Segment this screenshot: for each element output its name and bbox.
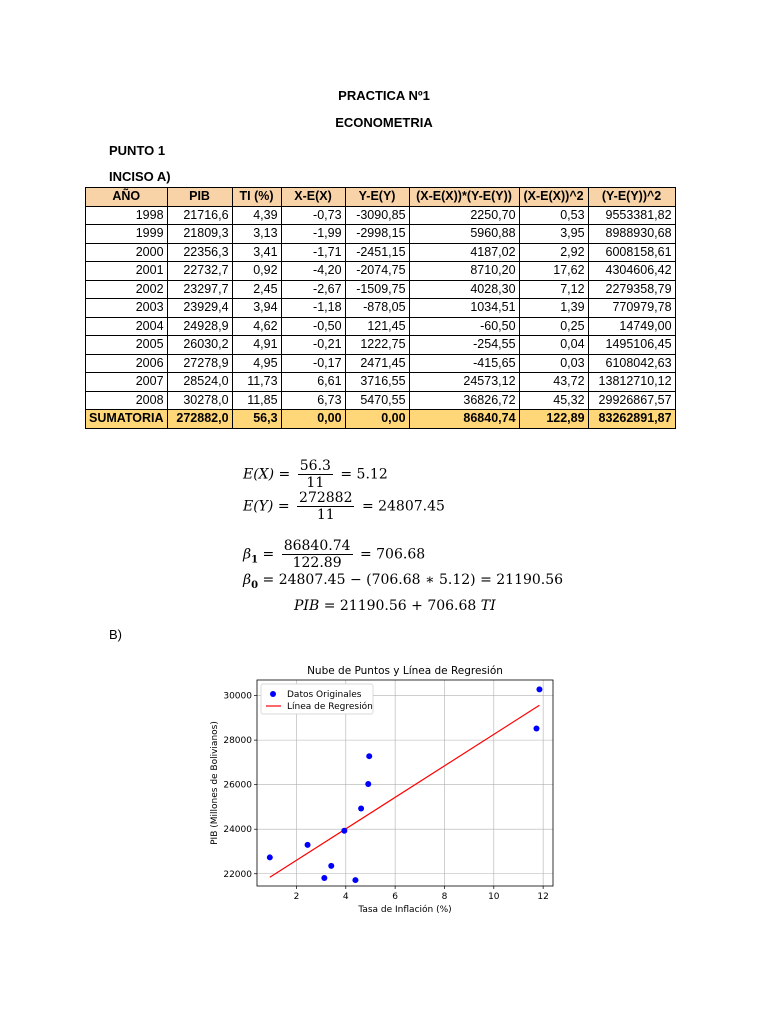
table-cell: 45,32 — [519, 391, 588, 410]
legend-point-swatch — [270, 691, 276, 697]
document-subtitle: ECONOMETRIA — [335, 115, 433, 130]
table-cell: 4,91 — [232, 336, 281, 355]
equation-beta0 — [243, 572, 563, 591]
table-cell: 3,94 — [232, 299, 281, 318]
x-tick-label: 6 — [392, 892, 399, 902]
table-cell: 36826,72 — [409, 391, 519, 410]
table-cell: 9553381,82 — [588, 206, 675, 225]
table-cell: -878,05 — [345, 299, 409, 318]
y-tick-label: 22000 — [223, 869, 252, 880]
beta1-equals: = — [262, 546, 275, 563]
ey-rhs: = 24807.45 — [361, 498, 445, 515]
table-cell: -0,17 — [281, 354, 345, 373]
y-tick-label: 26000 — [223, 780, 252, 791]
table-cell: 43,72 — [519, 373, 588, 392]
table-cell: 1495106,45 — [588, 336, 675, 355]
table-header-row — [86, 188, 676, 207]
table-cell: 8988930,68 — [588, 225, 675, 244]
ex-denominator: 11 — [306, 475, 325, 491]
ex-rhs: = 5.12 — [340, 466, 388, 483]
table-cell: 4028,30 — [409, 280, 519, 299]
table-cell: 0,92 — [232, 262, 281, 281]
table-cell: 2279358,79 — [588, 280, 675, 299]
column-header: Y-E(Y) — [345, 188, 409, 207]
table-cell: 2006 — [86, 354, 168, 373]
table-cell: -60,50 — [409, 317, 519, 336]
table-cell: 6108042,63 — [588, 354, 675, 373]
table-cell: 2000 — [86, 243, 168, 262]
beta1-fraction — [282, 538, 353, 571]
table-row — [86, 262, 676, 281]
table-cell: 13812710,12 — [588, 373, 675, 392]
table-cell: 1998 — [86, 206, 168, 225]
table-cell: 2008 — [86, 391, 168, 410]
table-cell: 4,95 — [232, 354, 281, 373]
beta0-subscript: 0 — [251, 579, 259, 591]
total-cell: 272882,0 — [167, 410, 232, 429]
table-cell: 3,95 — [519, 225, 588, 244]
table-cell: 30278,0 — [167, 391, 232, 410]
total-cell: 86840,74 — [409, 410, 519, 429]
ey-denominator: 11 — [316, 507, 335, 523]
table-cell: 29926867,57 — [588, 391, 675, 410]
table-cell: -0,50 — [281, 317, 345, 336]
part-b-label: B) — [109, 627, 122, 642]
x-tick-label: 4 — [342, 892, 349, 902]
table-cell: 121,45 — [345, 317, 409, 336]
regression-line-layer — [270, 705, 540, 877]
table-cell: 24928,9 — [167, 317, 232, 336]
table-cell: 26030,2 — [167, 336, 232, 355]
beta1-denominator: 122.89 — [292, 555, 342, 571]
legend-label: Datos Originales — [287, 690, 362, 700]
data-point — [533, 725, 539, 731]
x-tick-label: 8 — [441, 892, 448, 902]
table-row — [86, 336, 676, 355]
ex-fraction — [298, 458, 333, 491]
table-row — [86, 225, 676, 244]
table-cell: 4,39 — [232, 206, 281, 225]
beta0-symbol: β — [243, 572, 252, 588]
table-cell: -2451,15 — [345, 243, 409, 262]
table-row — [86, 280, 676, 299]
table-cell: 11,85 — [232, 391, 281, 410]
table-cell: 0,04 — [519, 336, 588, 355]
table-cell: -2074,75 — [345, 262, 409, 281]
table-cell: 21809,3 — [167, 225, 232, 244]
table-cell: 23297,7 — [167, 280, 232, 299]
table-cell: -2998,15 — [345, 225, 409, 244]
table-cell: 21716,6 — [167, 206, 232, 225]
table-cell: -0,73 — [281, 206, 345, 225]
table-cell: 22356,3 — [167, 243, 232, 262]
table-cell: 2471,45 — [345, 354, 409, 373]
table-cell: -254,55 — [409, 336, 519, 355]
table-cell: 0,53 — [519, 206, 588, 225]
column-header: (X-E(X))*(Y-E(Y)) — [409, 188, 519, 207]
table-cell: 4187,02 — [409, 243, 519, 262]
ey-numerator: 272882 — [299, 490, 353, 506]
pib-ti: TI — [480, 598, 496, 614]
table-cell: 22732,7 — [167, 262, 232, 281]
equation-ex — [243, 458, 388, 491]
table-cell: -0,21 — [281, 336, 345, 355]
table-cell: 2002 — [86, 280, 168, 299]
y-tick-label: 28000 — [223, 736, 252, 747]
ex-lhs: E(X) = — [243, 466, 291, 483]
total-cell: 0,00 — [281, 410, 345, 429]
data-point — [341, 828, 347, 834]
beta1-numerator: 86840.74 — [283, 538, 351, 554]
table-cell: -4,20 — [281, 262, 345, 281]
data-point — [305, 842, 311, 848]
table-cell: 1,39 — [519, 299, 588, 318]
subsection-heading: INCISO A) — [109, 169, 171, 184]
table-row — [86, 373, 676, 392]
table-cell: -1509,75 — [345, 280, 409, 299]
x-tick-label: 12 — [537, 892, 549, 902]
table-cell: 11,73 — [232, 373, 281, 392]
data-point — [328, 863, 334, 869]
table-cell: 2004 — [86, 317, 168, 336]
total-label: SUMATORIA — [86, 410, 168, 429]
table-cell: 3,13 — [232, 225, 281, 244]
total-cell: 56,3 — [232, 410, 281, 429]
ex-numerator: 56.3 — [299, 458, 331, 474]
table-cell: 770979,78 — [588, 299, 675, 318]
table-cell: -1,71 — [281, 243, 345, 262]
x-tick-label: 2 — [293, 892, 300, 902]
document-title: PRACTICA Nº1 — [338, 88, 430, 103]
column-header: PIB — [167, 188, 232, 207]
table-cell: 0,25 — [519, 317, 588, 336]
y-tick-label: 24000 — [223, 825, 252, 836]
table-cell: 1034,51 — [409, 299, 519, 318]
table-cell: 2250,70 — [409, 206, 519, 225]
total-cell: 122,89 — [519, 410, 588, 429]
column-header: X-E(X) — [281, 188, 345, 207]
table-cell: 2003 — [86, 299, 168, 318]
data-point — [267, 854, 273, 860]
x-tick-label: 10 — [488, 892, 500, 902]
column-header: AÑO — [86, 188, 168, 207]
column-header: (Y-E(Y))^2 — [588, 188, 675, 207]
table-cell: 23929,4 — [167, 299, 232, 318]
data-point — [536, 686, 542, 692]
table-cell: 14749,00 — [588, 317, 675, 336]
legend-label: Línea de Regresión — [287, 702, 373, 712]
beta1-subscript: 1 — [251, 554, 259, 566]
table-cell: -415,65 — [409, 354, 519, 373]
table-cell: 17,62 — [519, 262, 588, 281]
table-row — [86, 391, 676, 410]
table-cell: -3090,85 — [345, 206, 409, 225]
column-header: TI (%) — [232, 188, 281, 207]
table-cell: 27278,9 — [167, 354, 232, 373]
beta1-symbol: β — [243, 546, 252, 563]
x-axis-label: Tasa de Inflación (%) — [358, 905, 452, 915]
table-row — [86, 243, 676, 262]
pib-lhs: PIB — [294, 598, 320, 614]
table-cell: 4,62 — [232, 317, 281, 336]
equation-pib — [294, 598, 496, 614]
total-row — [86, 410, 676, 429]
table-cell: 2001 — [86, 262, 168, 281]
table-cell: 3716,55 — [345, 373, 409, 392]
axis-ticks — [223, 692, 549, 902]
table-cell: 1222,75 — [345, 336, 409, 355]
data-point — [366, 753, 372, 759]
data-point — [352, 877, 358, 883]
table-cell: 1999 — [86, 225, 168, 244]
data-table — [85, 187, 676, 429]
table-cell: 4304606,42 — [588, 262, 675, 281]
total-cell: 0,00 — [345, 410, 409, 429]
table-cell: 2,45 — [232, 280, 281, 299]
pib-mid: = 21190.56 + 706.68 — [323, 598, 477, 614]
table-cell: -1,99 — [281, 225, 345, 244]
data-point — [358, 806, 364, 812]
table-row — [86, 299, 676, 318]
chart-title: Nube de Puntos y Línea de Regresión — [307, 665, 503, 677]
ey-lhs: E(Y) = — [243, 498, 290, 515]
column-header: (X-E(X))^2 — [519, 188, 588, 207]
regression-chart — [205, 660, 565, 915]
y-tick-label: 30000 — [223, 691, 252, 702]
regression-line — [270, 705, 540, 877]
equation-ey — [243, 490, 445, 523]
table-cell: 2005 — [86, 336, 168, 355]
equation-beta1 — [243, 538, 425, 571]
table-cell: 3,41 — [232, 243, 281, 262]
table-row — [86, 206, 676, 225]
table-cell: 0,03 — [519, 354, 588, 373]
ey-fraction — [297, 490, 354, 523]
section-heading: PUNTO 1 — [109, 143, 166, 158]
table-cell: -1,18 — [281, 299, 345, 318]
table-cell: 2,92 — [519, 243, 588, 262]
table-cell: 8710,20 — [409, 262, 519, 281]
table-row — [86, 354, 676, 373]
total-cell: 83262891,87 — [588, 410, 675, 429]
beta1-rhs: = 706.68 — [359, 546, 426, 563]
table-cell: 6008158,61 — [588, 243, 675, 262]
table-cell: -2,67 — [281, 280, 345, 299]
table-row — [86, 317, 676, 336]
table-cell: 28524,0 — [167, 373, 232, 392]
chart-legend — [261, 684, 373, 714]
table-cell: 2007 — [86, 373, 168, 392]
data-point — [365, 781, 371, 787]
table-cell: 24573,12 — [409, 373, 519, 392]
table-cell: 7,12 — [519, 280, 588, 299]
table-cell: 6,61 — [281, 373, 345, 392]
beta0-rhs: = 24807.45 − (706.68 ∗ 5.12) = 21190.56 — [262, 572, 564, 588]
table-cell: 5960,88 — [409, 225, 519, 244]
table-cell: 6,73 — [281, 391, 345, 410]
y-axis-label: PIB (Millones de Bolivianos) — [210, 721, 220, 845]
table-cell: 5470,55 — [345, 391, 409, 410]
data-point — [321, 875, 327, 881]
